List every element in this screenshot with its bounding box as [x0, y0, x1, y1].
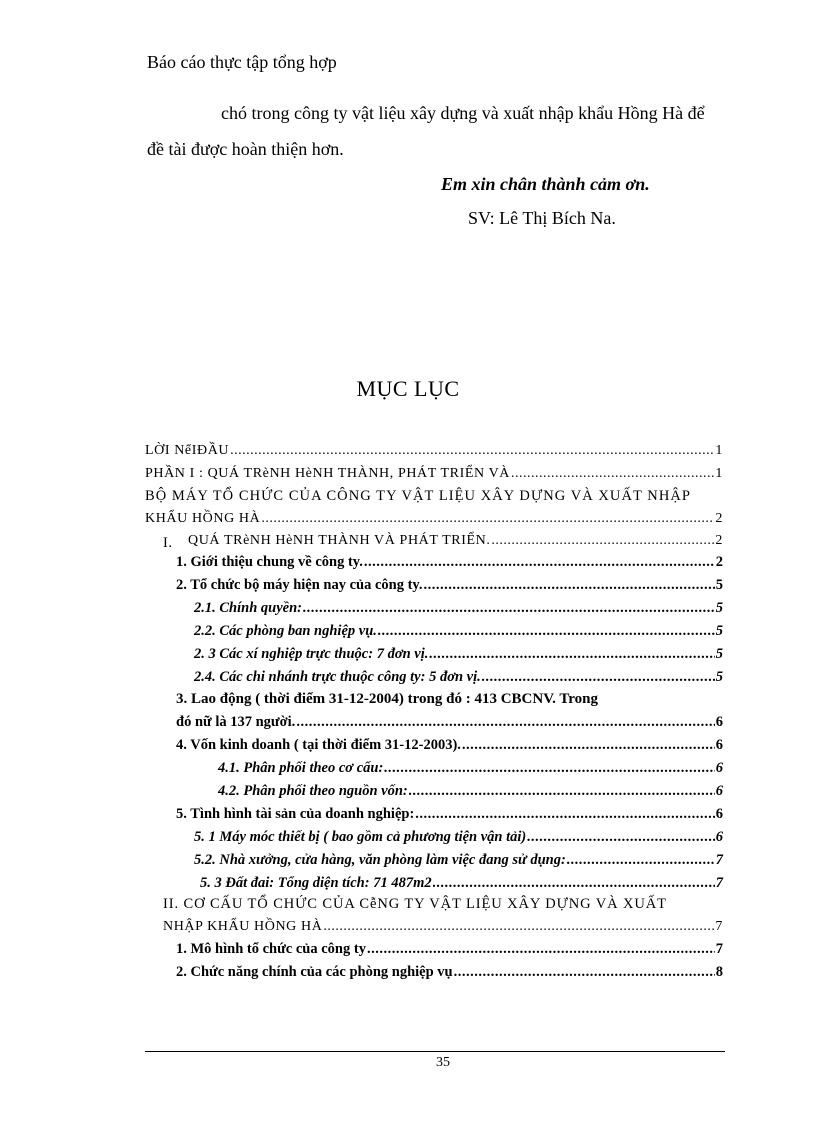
toc-entry-text: NHẬP KHẨU HỒNG HÀ: [163, 919, 323, 934]
toc-entry-text: 2.1. Chính quyền:: [194, 600, 302, 616]
toc-entry-page: 2: [715, 533, 723, 548]
toc-entry-text: đó nữ là 137 người.: [176, 714, 296, 730]
toc-entry-page: 8: [715, 964, 723, 980]
toc-entry-page: 6: [715, 806, 723, 822]
toc-entry-text: PHẦN I : QUÁ TRèNH HèNH THÀNH, PHÁT TRIỂN VÀ: [145, 466, 510, 481]
toc-entry: II. CƠ CẤU TỔ CHỨC CỦA CễNG TY VẬT LIỆU XÂY DỰNG VÀ XUẤT: [163, 896, 667, 912]
toc-entry: [176, 713, 723, 732]
toc-entry: [194, 599, 723, 618]
toc-entry: [176, 940, 723, 959]
toc-entry: [218, 782, 723, 801]
toc-entry: [145, 509, 723, 528]
toc-entry-page: 1: [715, 443, 723, 458]
toc-entry-page: 6: [715, 737, 723, 753]
toc-entry-text: LỜI NểIĐẦU: [145, 443, 230, 458]
toc-entry-page: 6: [715, 783, 723, 799]
toc-entry-text: 1. Mô hình tổ chức của công ty: [176, 941, 366, 957]
toc-entry-page: 2: [715, 554, 723, 570]
toc-entry: [194, 851, 723, 870]
toc-entry-text: 4.2. Phân phối theo nguồn vốn:: [218, 783, 408, 799]
toc-entry: BỘ MÁY TỔ CHỨC CỦA CÔNG TY VẬT LIỆU XÂY DỰNG VÀ XUẤT NHẬP: [145, 488, 691, 504]
document-header: Báo cáo thực tập tổng hợp: [147, 52, 337, 72]
footer-divider: [145, 1051, 725, 1052]
toc-entry-page: 2: [715, 511, 723, 526]
toc-entry-page: 6: [715, 760, 723, 776]
toc-entry-text: 2. 3 Các xí nghiệp trực thuộc: 7 đơn vị.: [194, 646, 429, 662]
toc-entry-text: 5. Tình hình tài sản của doanh nghiệp:: [176, 806, 415, 822]
toc-entry-page: 7: [715, 919, 723, 934]
toc-entry-text: 1. Giới thiệu chung về công ty.: [176, 554, 363, 570]
intro-paragraph-line-2: đề tài được hoàn thiện hơn.: [147, 139, 344, 159]
toc-entry: [194, 622, 723, 641]
page-number: 35: [436, 1055, 450, 1070]
toc-entry: [145, 464, 723, 483]
toc-entry-text: 5. 3 Đất đai: Tổng diện tích: 71 487m2: [200, 875, 432, 891]
toc-entry-text: 5.2. Nhà xưởng, cửa hàng, văn phòng làm việc đang sử dụng:: [194, 852, 566, 868]
toc-entry-text: 5. 1 Máy móc thiết bị ( bao gồm cả phương tiện vận tải): [194, 829, 527, 845]
toc-entry: [176, 805, 723, 824]
toc-entry: [200, 874, 723, 893]
toc-entry-text: KHẨU HỒNG HÀ: [145, 511, 261, 526]
toc-entry: [218, 759, 723, 778]
toc-entry-page: 5: [715, 669, 723, 685]
toc-entry: 3. Lao động ( thời điểm 31-12-2004) trong đó : 413 CBCNV. Trong: [176, 691, 598, 707]
toc-entry: [176, 963, 723, 982]
toc-entry: [145, 441, 723, 460]
toc-entry-page: 5: [715, 600, 723, 616]
toc-entry-text: 4.1. Phân phối theo cơ cấu:: [218, 760, 384, 776]
toc-entry-roman: I.: [163, 535, 173, 551]
toc-entry-text: 2. Tổ chức bộ máy hiện nay của công ty.: [176, 577, 423, 593]
toc-entry: [163, 917, 723, 936]
toc-entry-text: 2.2. Các phòng ban nghiệp vụ.: [194, 623, 377, 639]
toc-entry: [194, 828, 723, 847]
thanks-line: Em xin chân thành cảm ơn.: [441, 174, 650, 194]
toc-entry-page: 7: [715, 941, 723, 957]
toc-title: MỤC LỤC: [356, 376, 460, 401]
toc-entry: [176, 576, 723, 595]
toc-entry: [194, 668, 723, 687]
intro-paragraph-line-1: chó trong công ty vật liệu xây dựng và xuất nhập khẩu Hồng Hà để: [221, 103, 705, 123]
toc-entry-page: 5: [715, 577, 723, 593]
toc-entry-text: QUÁ TRèNH HèNH THÀNH VÀ PHÁT TRIỂN.: [188, 533, 491, 548]
toc-entry-text: 2. Chức năng chính của các phòng nghiệp vụ: [176, 964, 453, 980]
toc-entry-text: 2.4. Các chi nhánh trực thuộc công ty: 5 đơn vị.: [194, 669, 481, 685]
toc-entry-page: 6: [715, 714, 723, 730]
toc-entry-page: 6: [715, 829, 723, 845]
toc-entry-text: 4. Vốn kinh doanh ( tại thời điểm 31-12-2003).: [176, 737, 461, 753]
toc-entry-page: 1: [715, 466, 723, 481]
toc-entry: [188, 531, 723, 550]
toc-entry: [176, 553, 723, 572]
toc-entry: [176, 736, 723, 755]
toc-entry-page: 7: [715, 875, 723, 891]
toc-entry-page: 5: [715, 646, 723, 662]
toc-entry-page: 7: [715, 852, 723, 868]
toc-entry: [194, 645, 723, 664]
toc-entry-page: 5: [715, 623, 723, 639]
student-signature: SV: Lê Thị Bích Na.: [468, 208, 616, 228]
